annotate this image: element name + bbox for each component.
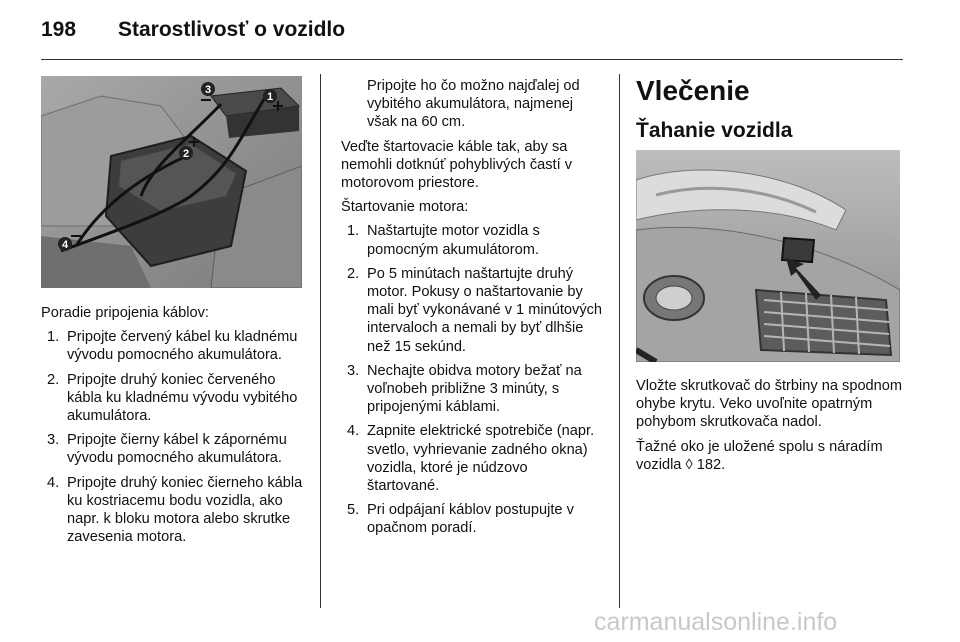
list-item: 4. Pripojte druhý koniec čierneho kábla ku kostriacemu bodu vozidla, ako napr. k bloku motora alebo skrutke zavesenia motora. xyxy=(47,474,303,546)
list-item: 5. Pri odpájaní káblov postupujte v opačnom poradí. xyxy=(347,502,574,537)
callout-2: 2 xyxy=(182,148,190,160)
step-continuation: Pripojte ho čo možno najďalej od vybitého akumulátora, najmenej však na 60 cm. xyxy=(367,78,580,131)
page-number: 198 xyxy=(41,18,77,41)
column-divider-left xyxy=(320,74,321,608)
list-item: 4. Zapnite elektrické spotrebiče (napr. svetlo, vyhrievanie zadného okna) vozidla, ktoré je núdzovo štartované. xyxy=(347,423,595,495)
list-item: 3. Nechajte obidva motory bežať na voľnobeh približne 3 minúty, s pripojenými káblami. xyxy=(347,362,582,416)
right-column-text xyxy=(636,377,904,480)
right-column-headings xyxy=(636,74,904,144)
cable-order-intro: Poradie pripojenia káblov: xyxy=(41,305,209,321)
page-reference-icon: ◊ xyxy=(685,456,693,473)
column-divider-right xyxy=(619,74,620,608)
tow-eye-cover-figure xyxy=(636,150,900,362)
cover-removal-paragraph: Vložte skrutkovač do štrbiny na spodnom ohybe krytu. Veko uvoľnite opatrným pohybom skrutkovača nadol. xyxy=(636,378,903,431)
engine-start-intro: Štartovanie motora: xyxy=(341,199,469,216)
cable-order-list xyxy=(41,328,303,546)
callout-4: 4 xyxy=(61,239,69,251)
header-rule xyxy=(41,59,903,60)
subsection-heading: Ťahanie vozidla xyxy=(636,119,793,142)
engine-start-list xyxy=(341,222,603,537)
middle-column-text xyxy=(341,77,603,544)
list-item: 1. Pripojte červený kábel ku kladnému vývodu pomocného akumulátora. xyxy=(47,329,298,364)
list-item: 2. Pripojte druhý koniec červeného kábla ku kladnému vývodu vybitého akumulátora. xyxy=(47,371,298,425)
battery-jumpstart-figure xyxy=(41,76,302,288)
bumper-illustration xyxy=(636,150,900,362)
section-heading: Vlečenie xyxy=(636,75,750,106)
page-title: Starostlivosť o vozidlo xyxy=(118,18,346,41)
callout-3: 3 xyxy=(204,84,212,96)
page-reference-link[interactable]: 182. xyxy=(696,456,726,473)
tow-eye-storage-paragraph: Ťažné oko je uložené spolu s náradím vozidla ◊ 182. xyxy=(636,438,883,473)
cable-routing-paragraph: Veďte štartovacie káble tak, aby sa nemohli dotknúť pohyblivých častí v motorovom priestore. xyxy=(341,138,572,192)
list-item: 1. Naštartujte motor vozidla s pomocným akumulátorom. xyxy=(347,223,540,258)
engine-bay-illustration xyxy=(41,76,302,288)
left-column-text xyxy=(41,304,303,552)
callout-1: 1 xyxy=(266,91,274,103)
watermark: carmanualsonline.info xyxy=(594,608,838,636)
list-item: 3. Pripojte čierny kábel k zápornému vývodu pomocného akumulátora. xyxy=(47,432,287,467)
list-item: 2. Po 5 minútach naštartujte druhý motor. Pokusy o naštartovanie by mali byť vykonávané v 1 minútových intervaloch a nemali by byť dlhšie než 15 sekúnd. xyxy=(347,265,603,355)
